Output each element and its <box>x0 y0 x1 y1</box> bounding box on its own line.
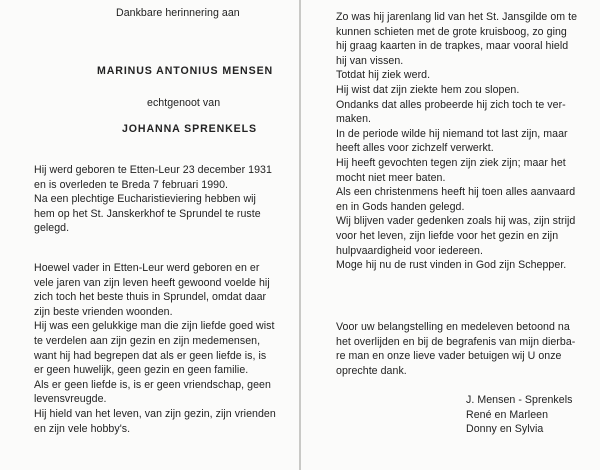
text-line: en zijn vele hobby's. <box>34 422 131 435</box>
text-line: Hij heeft gevochten tegen zijn ziek zijn; maar het <box>336 156 566 169</box>
deceased-name: MARINUS ANTONIUS MENSEN <box>97 65 274 77</box>
text-line: re man en onze lieve vader betuigen wij U onze <box>336 350 562 363</box>
text-line: kunnen schieten met de grote kruisboog, zo ging <box>336 25 567 38</box>
text-line: mocht niet meer baten. <box>336 171 446 184</box>
text-line: Voor uw belangstelling en medeleven betoond na <box>336 321 570 333</box>
text-line: Als een christenmens heeft hij toen alles aanvaard <box>336 186 576 199</box>
text-line: hem op het St. Janskerkhof te Sprundel te ruste <box>34 207 261 220</box>
text-line: Moge hij nu de rust vinden in God zijn Schepper. <box>336 259 567 272</box>
text-line: hij van vissen. <box>336 54 404 67</box>
text-line: gelegd. <box>34 222 70 235</box>
text-line: In de periode wilde hij niemand tot last zijn, maar <box>336 127 568 140</box>
relation-line: echtgenoot van <box>147 97 221 109</box>
text-line: Hij werd geboren te Etten-Leur 23 december 1931 <box>34 164 272 176</box>
text-line: Zo was hij jarenlang lid van het St. Jansgilde om te <box>336 11 578 23</box>
text-line: Als er geen liefde is, is er geen vriendschap, geen <box>34 378 271 391</box>
text-line: zijn beste vrienden woonden. <box>34 305 173 318</box>
text-line: voor het leven, zijn liefde voor het gezin en zijn <box>336 229 559 242</box>
text-line: er geen huwelijk, geen gezin en geen familie. <box>34 364 249 377</box>
text-line: en is overleden te Breda 7 februari 1990. <box>34 178 229 191</box>
text-line: vele jaren van zijn leven heeft gewoond voelde hij <box>34 276 270 289</box>
hobbies-illness-paragraph <box>336 10 577 273</box>
text-line: hulpvaardigheid voor iedereen. <box>336 244 483 257</box>
text-line: zich toch het beste thuis in Sprundel, omdat daar <box>34 291 267 304</box>
signer-name: J. Mensen - Sprenkels <box>466 394 573 406</box>
text-line: te verdelen aan zijn gezin en zijn medemensen, <box>34 334 261 347</box>
text-line: Hoewel vader in Etten-Leur werd geboren en er <box>34 262 260 274</box>
text-line: heeft alles voor zichzelf verwerkt. <box>336 142 494 155</box>
text-line: Totdat hij ziek werd. <box>336 69 431 82</box>
text-line: en in Gods handen gelegd. <box>336 200 465 213</box>
signatories <box>466 393 572 437</box>
text-line: hij graag kaarten in de trapkes, maar vooral hield <box>336 40 569 53</box>
life-story-paragraph <box>34 261 276 436</box>
spouse-name: JOHANNA SPRENKELS <box>122 123 257 135</box>
text-line: levensvreugde. <box>34 393 107 406</box>
text-line: maken. <box>336 113 372 126</box>
text-line: Ondanks dat alles probeerde hij zich toch te ver- <box>336 98 566 111</box>
thanks-paragraph <box>336 320 575 378</box>
text-line: want hij had begrepen dat als er geen liefde is, is <box>34 349 267 362</box>
signer-name: Donny en Sylvia <box>466 423 544 436</box>
life-dates-paragraph <box>34 163 272 236</box>
text-line: Wij blijven vader gedenken zoals hij was, zijn strijd <box>336 215 576 228</box>
text-line: Na een plechtige Eucharistieviering hebben wij <box>34 193 256 206</box>
text-line: Hij wist dat zijn ziekte hem zou slopen. <box>336 83 520 96</box>
center-fold <box>299 0 301 470</box>
text-line: Hij hield van het leven, van zijn gezin, zijn vrienden <box>34 407 276 420</box>
signer-name: René en Marleen <box>466 408 549 421</box>
text-line: Hij was een gelukkige man die zijn liefde goed wist <box>34 320 275 333</box>
text-line: oprechte dank. <box>336 364 407 377</box>
intro-line: Dankbare herinnering aan <box>116 7 240 19</box>
text-line: het overlijden en bij de begrafenis van mijn dierba- <box>336 335 576 348</box>
